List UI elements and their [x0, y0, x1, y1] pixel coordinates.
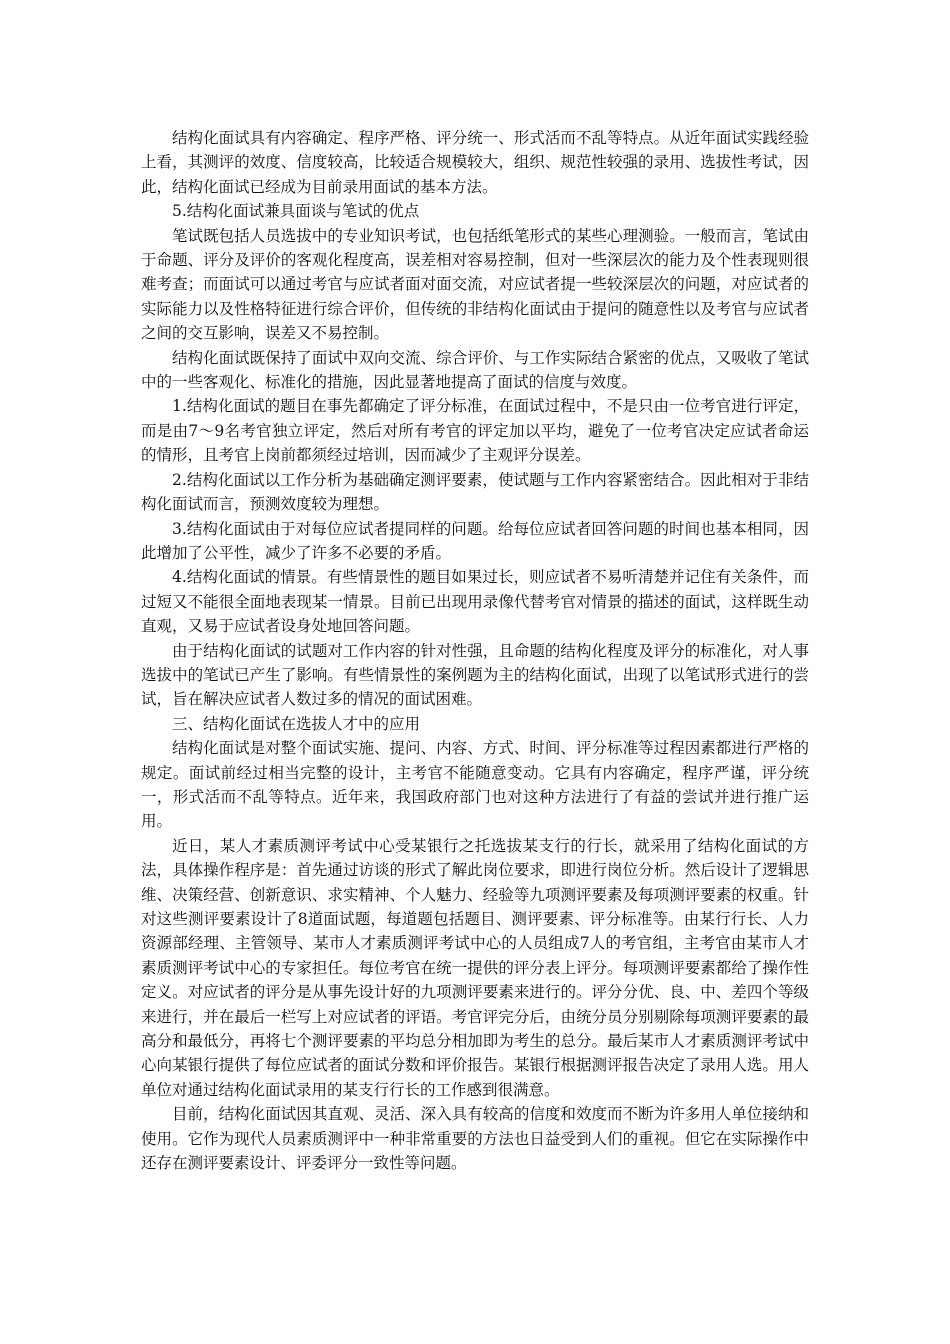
paragraph-written-test: 笔试既包括人员选拔中的专业知识考试，也包括纸笔形式的某些心理测验。一般而言，笔试由于命题、评分及评价的客观化程度高，误差相对容易控制，但对一些深层次的能力及个性表现则很难考查；而面试可以通过考官与应试者面对面交流，对应试者提一些较深层次的问题，对应试者的实际能力以及性格特征进行综合评价，但传统的非结构化面试由于提问的随意性以及考官与应试者之间的交互影响，误差又不易控制。 — [141, 226, 809, 343]
heading-section-5: 5.结构化面试兼具面谈与笔试的优点 — [172, 202, 420, 221]
list-item-3: 3.结构化面试由于对每位应试者提同样的问题。给每位应试者回答问题的时间也基本相同，因此增加了公平性，减少了许多不必要的矛盾。 — [141, 519, 809, 562]
paragraph-intro: 结构化面试具有内容确定、程序严格、评分统一、形式活而不乱等特点。从近年面试实践经验上看，其测评的效度、信度较高，比较适合规模较大，组织、规范性较强的录用、选拔性考试，因此，结构化面试已经成为目前录用面试的基本方法。 — [141, 129, 809, 196]
paragraph-case-study: 近日，某人才素质测评考试中心受某银行之托选拔某支行的行长，就采用了结构化面试的方法，具体操作程序是：首先通过访谈的形式了解此岗位要求，即进行岗位分析。然后设计了逻辑思维、决策经营、创新意识、求实精神、个人魅力、经验等九项测评要素及每项测评要素的权重。针对这些测评要素设计了8道面试题，每道题包括题目、测评要素、评分标准等。由某行行长、人力资源部经理、主管领导、某市人才素质测评考试中心的人员组成7人的考官组，主考官由某市人才素质测评考试中心的专家担任。每位考官在统一提供的评分表上评分。每项测评要素都给了操作性定义。对应试者的评分是从事先设计好的九项测评要素来进行的。评分分优、良、中、差四个等级来进行，并在最后一栏写上对应试者的评语。考官评完分后，由统分员分别剔除每项测评要素的最高分和最低分，再将七个测评要素的平均总分相加即为考生的总分。最后某市人才素质测评考试中心向某银行提供了每位应试者的面试分数和评价报告。某银行根据测评报告决定了录用人选。用人单位对通过结构化面试录用的某支行行长的工作感到很满意。 — [141, 836, 809, 1099]
document-body — [141, 126, 809, 1175]
paragraph-combined-advantages: 结构化面试既保持了面试中双向交流、综合评价、与工作实际结合紧密的优点，又吸收了笔试中的一些客观化、标准化的措施，因此显著地提高了面试的信度与效度。 — [141, 348, 809, 392]
paragraph-conclusion: 目前，结构化面试因其直观、灵活、深入具有较高的信度和效度而不断为许多用人单位接纳和使用。它作为现代人员素质测评中一种非常重要的方法也日益受到人们的重视。但它在实际操作中还存在测评要素设计、评委评分一致性等问题。 — [141, 1105, 809, 1173]
paragraph-influence: 由于结构化面试的试题对工作内容的针对性强，且命题的结构化程度及评分的标准化，对人事选拔中的笔试已产生了影响。有些情景性的案例题为主的结构化面试，出现了以笔试形式进行的尝试，旨在解决应试者人数过多的情况的面试困难。 — [141, 641, 809, 709]
list-item-1: 1.结构化面试的题目在事先都确定了评分标准，在面试过程中，不是只由一位考官进行评定，而是由7～9名考官独立评定，然后对所有考官的评定加以平均，避免了一位考官决定应试者命运的情形，且考官上岗前都须经过培训，因而减少了主观评分误差。 — [141, 397, 809, 465]
list-item-2: 2.结构化面试以工作分析为基础确定测评要素，使试题与工作内容紧密结合。因此相对于非结构化面试而言，预测效度较为理想。 — [141, 470, 809, 514]
paragraph-definition: 结构化面试是对整个面试实施、提问、内容、方式、时间、评分标准等过程因素都进行严格的规定。面试前经过相当完整的设计，主考官不能随意变动。它具有内容确定，程序严谨，评分统一，形式活而不乱等特点。近年来，我国政府部门也对这种方法进行了有益的尝试并进行推广运用。 — [141, 739, 809, 831]
list-item-4: 4.结构化面试的情景。有些情景性的题目如果过长，则应试者不易听清楚并记住有关条件，而过短又不能很全面地表现某一情景。目前已出现用录像代替考官对情景的描述的面试，这样既生动直观，又易于应试者设身处地回答问题。 — [141, 568, 809, 636]
heading-section-3: 三、结构化面试在选拔人才中的应用 — [172, 714, 421, 733]
